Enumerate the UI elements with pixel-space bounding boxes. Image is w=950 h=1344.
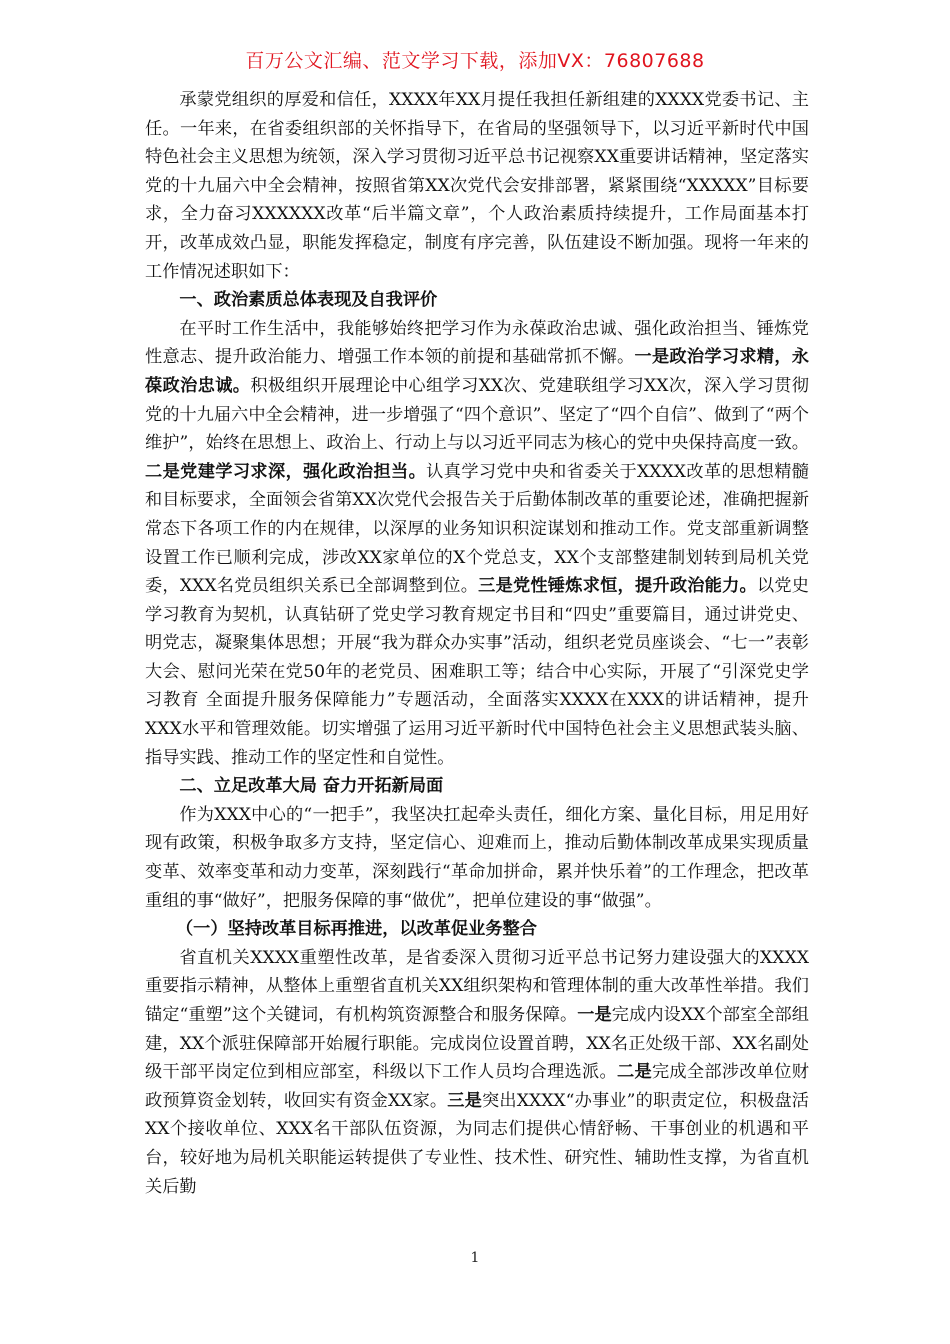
sub-bold-point-1: 一是 (577, 1005, 612, 1025)
sub-point-3-text: 突出XXXX“办事业”的职责定位，积极盘活XX个接收单位、XXX名干部队伍资源，为同志们提供心情舒畅、干事创业的机遇和平台，较好地为局机关职能运转提供了专业性、技术性、研究性、辅助性支撑，为省直机关后勤 (145, 1090, 809, 1197)
section-2-paragraph: 作为XXX中心的“一把手”，我坚决扛起牵头责任，细化方案、量化目标，用足用好现有政策，积极争取多方支持，坚定信心、迎难而上，推动后勤体制改革成果实现质量变革、效率变革和动力变革，深刻践行“革命加拼命，累并快乐着”的工作理念，把改革重组的事“做好”，把服务保障的事“做优”，把单位建设的事“做强”。 (145, 804, 809, 911)
section-1-lead-text: 在平时工作生活中，我能够始终把学习作为永葆政治忠诚、强化政治担当、锤炼党性意志、提升政治能力、增强工作本领的前提和基础常抓不懈。 (145, 318, 809, 368)
sub-bold-point-2: 二是 (616, 1062, 652, 1083)
bold-point-1: 一是政治学习求精，永葆政治忠诚。 (145, 347, 809, 396)
section-1-paragraph (145, 315, 809, 773)
subsection-1-paragraph (145, 944, 809, 1201)
subsection-1-heading: （一）坚持改革目标再推进，以改革促业务整合 (175, 919, 537, 940)
sub-bold-point-3: 三是 (447, 1090, 483, 1111)
point-3-text: 以党史学习教育为契机，认真钻研了党史学习教育规定书目和“四史”重要篇目，通过讲党史、明党志，凝聚集体思想；开展“我为群众办实事”活动，组织老党员座谈会、“七一”表彰大会、慰问光荣在党50年的老党员、困难职工等；结合中心实际，开展了“引深党史学习教育 全面提升服务保障能力”专题活动，全面落实XXXX在XXX的讲话精神，提升XXX水平和管理效能。切实增强了运用习近平新时代中国特色社会主义思想武装头脑、指导实践、推动工作的坚定性和自觉性。 (145, 576, 809, 768)
point-2-text: 认真学习党中央和省委关于XXXX改革的思想精髓和目标要求，全面领会省第XX次党代会报告关于后勤体制改革的重要论述，准确把握新常态下各项工作的内在规律，以深厚的业务知识积淀谋划和推动工作。党支部重新调整设置工作已顺利完成，涉改XX家单位的X个党总支，XX个支部整建制划转到局机关党委，XXX名党员组织关系已全部调整到位。 (145, 461, 809, 597)
point-1-text: 积极组织开展理论中心组学习XX次、党建联组学习XX次，深入学习贯彻党的十九届六中全会精神，进一步增强了“四个意识”、坚定了“四个自信”、做到了“两个维护”，始终在思想上、政治上、行动上与以习近平同志为核心的党中央保持高度一致。 (145, 375, 809, 454)
section-1-heading: 一、政治素质总体表现及自我评价 (179, 290, 438, 311)
sub-point-2-text: 完成全部涉改单位财政预算资金划转，收回实有资金XX家。 (145, 1062, 809, 1111)
bold-point-2: 二是党建学习求深，强化政治担当。 (145, 461, 427, 482)
intro-paragraph: 承蒙党组织的厚爱和信任，XXXX年XX月提任我担任新组建的XXXX党委书记、主任。一年来，在省委组织部的关怀指导下，在省局的坚强领导下，以习近平新时代中国特色社会主义思想为统领，深入学习贯彻习近平总书记视察XX重要讲话精神，坚定落实党的十九届六中全会精神，按照省第XX次党代会安排部署，紧紧围绕“XXXXX”目标要求，全力奋习XXXXXX改革“后半篇文章”，个人政治素质持续提升，工作局面基本打开，改革成效凸显，职能发挥稳定，制度有序完善，队伍建设不断加强。现将一年来的工作情况述职如下： (145, 90, 809, 282)
bold-point-3: 三是党性锤炼求恒，提升政治能力。 (478, 576, 757, 597)
subsection-1-lead-text: 省直机关XXXX重塑性改革，是省委深入贯彻习近平总书记努力建设强大的XXXX重要指示精神，从整体上重塑省直机关XX组织架构和管理体制的重大改革性举措。我们锚定“重塑”这个关键词，有机构筑资源整合和服务保障。 (145, 947, 809, 1025)
section-2-heading: 二、立足改革大局 奋力开拓新局面 (179, 776, 444, 797)
document-body (145, 86, 809, 1201)
page-number: 1 (470, 1250, 480, 1266)
watermark-banner: 百万公文汇编、范文学习下载，添加VX：76807688 (245, 50, 705, 72)
sub-point-1-text: 完成内设XX个部室全部组建，XX个派驻保障部开始履行职能。完成岗位设置首聘，XX名正处级干部、XX名副处级干部平岗定位到相应部室，科级以下工作人员均合理选派。 (145, 1005, 809, 1083)
